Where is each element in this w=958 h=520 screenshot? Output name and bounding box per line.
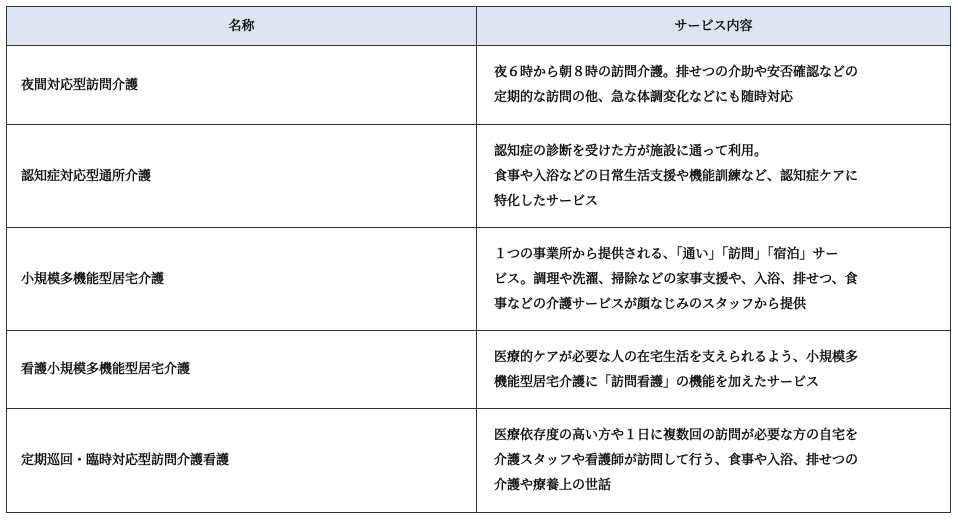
service-name: 看護小規模多機能型居宅介護: [7, 331, 477, 409]
service-table-container: [6, 6, 950, 513]
table-row: [7, 409, 951, 513]
table-row: [7, 125, 951, 228]
table-row: [7, 46, 951, 125]
service-name: 夜間対応型訪問介護: [7, 46, 477, 125]
table-row: [7, 228, 951, 331]
service-description: 夜６時から朝８時の訪問介護。排せつの介助や安否確認などの 定期的な訪問の他、急な体調変化などにも随時対応: [477, 46, 951, 125]
service-name: 定期巡回・臨時対応型訪問介護看護: [7, 409, 477, 513]
service-description: １つの事業所から提供される、「通い」「訪問」「宿泊」サー ビス。調理や洗濯、掃除などの家事支援や、入浴、排せつ、食 事などの介護サービスが顔なじみのスタッフから提供: [477, 228, 951, 331]
service-description: 医療依存度の高い方や１日に複数回の訪問が必要な方の自宅を 介護スタッフや看護師が訪問して行う、食事や入浴、排せつの 介護や療養上の世話: [477, 409, 951, 513]
header-name: 名称: [7, 7, 477, 46]
service-name: 小規模多機能型居宅介護: [7, 228, 477, 331]
service-description: 認知症の診断を受けた方が施設に通って利用。 食事や入浴などの日常生活支援や機能訓練など、認知症ケアに 特化したサービス: [477, 125, 951, 228]
table-header-row: [7, 7, 951, 46]
header-service: サービス内容: [477, 7, 951, 46]
table-row: [7, 331, 951, 409]
service-description: 医療的ケアが必要な人の在宅生活を支えられるよう、小規模多 機能型居宅介護に「訪問看護」の機能を加えたサービス: [477, 331, 951, 409]
service-table: [6, 6, 951, 513]
service-name: 認知症対応型通所介護: [7, 125, 477, 228]
